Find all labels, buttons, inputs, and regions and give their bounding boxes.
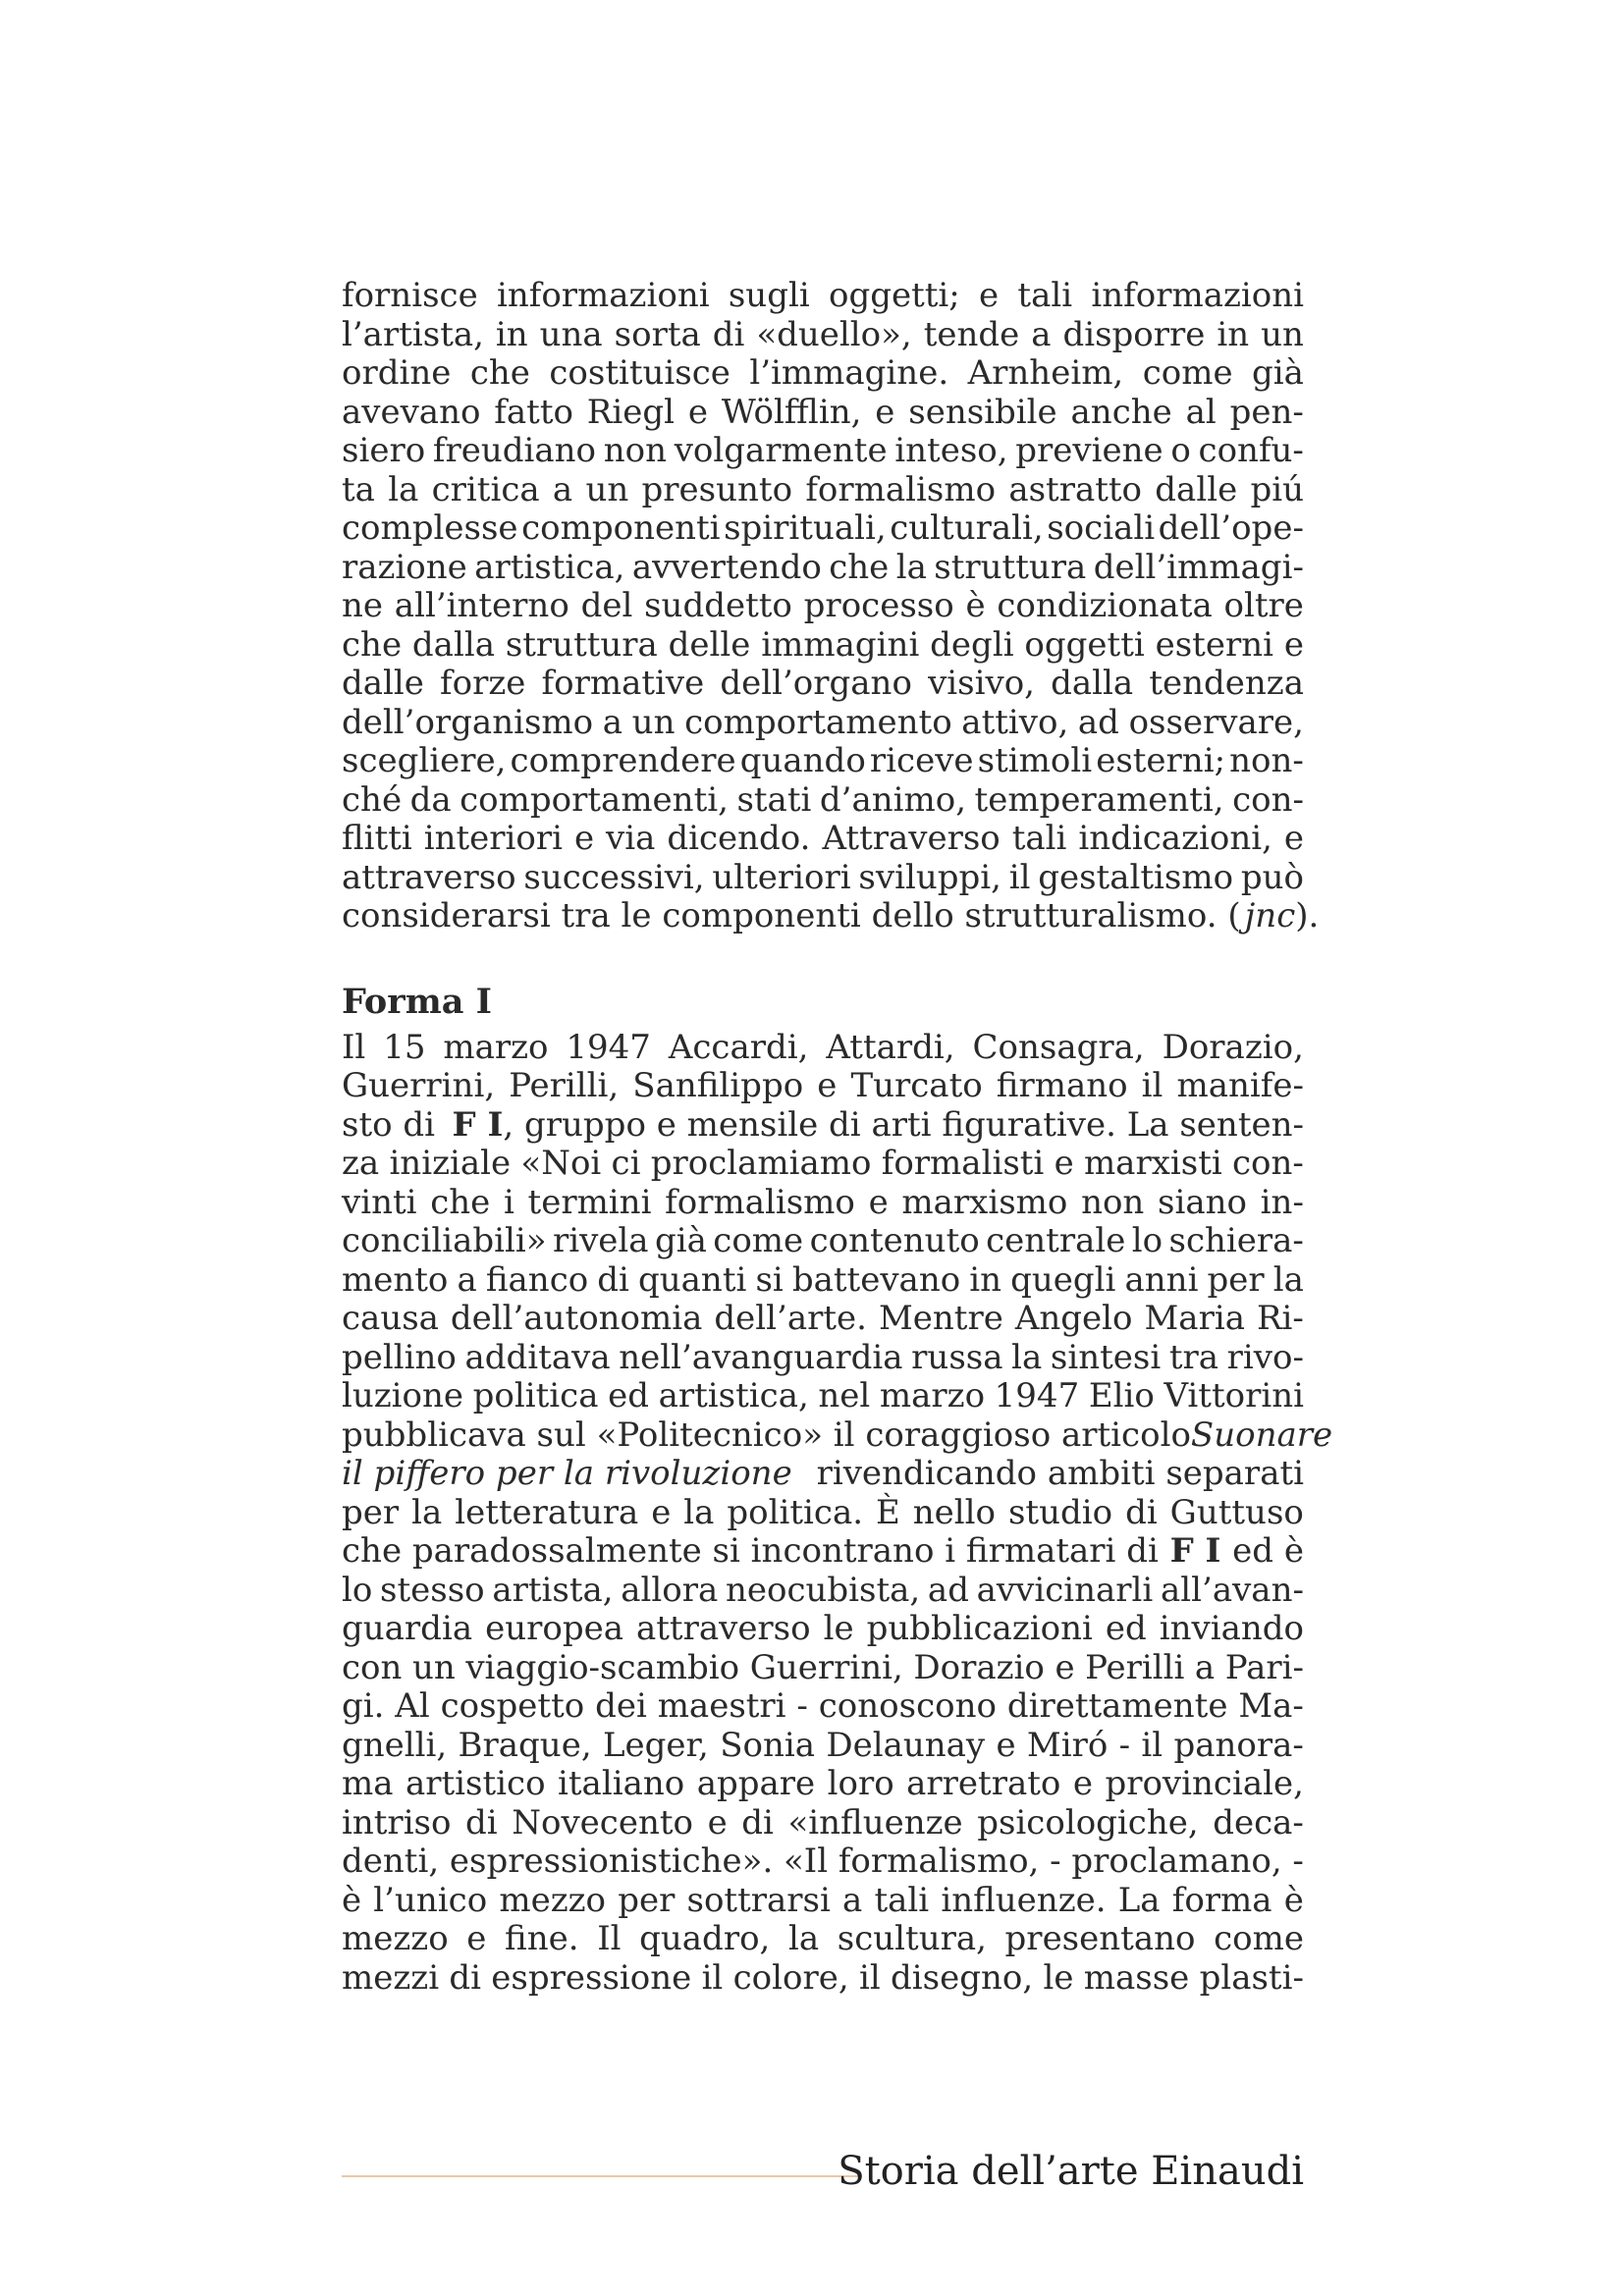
text-line	[342, 1106, 1304, 1146]
text-line: guardia europea attraverso le pubblicazioni ed inviando	[342, 1609, 1304, 1648]
text-fragment: rivendicando ambiti separati	[816, 1454, 1304, 1493]
text-line: za iniziale «Noi ci proclamiamo formalisti e marxisti con-	[342, 1144, 1304, 1183]
paragraph-forma-i	[342, 1027, 1333, 1999]
text-fragment: ed è	[1232, 1531, 1304, 1571]
text-line: l’artista, in una sorta di «duello», tende a disporre in un	[342, 314, 1304, 354]
text-line: luzione politica ed artistica, nel marzo 1947 Elio Vittorini	[342, 1376, 1304, 1415]
text-line: intriso di Novecento e di «influenze psicologiche, deca-	[342, 1802, 1304, 1842]
text-line: lo stesso artista, allora neocubista, ad avvicinarli all’avan-	[342, 1570, 1304, 1610]
text-line: gi. Al cospetto dei maestri - conoscono direttamente Ma-	[342, 1686, 1304, 1726]
text-line: avevano fatto Riegl e Wölfflin, e sensibile anche al pen-	[342, 392, 1304, 432]
text-line: con un viaggio-scambio Guerrini, Dorazio e Perilli a Pari-	[342, 1647, 1304, 1687]
text-line: attraverso successivi, ulteriori sviluppi, il gestaltismo può	[342, 857, 1304, 897]
text-line: flitti interiori e via dicendo. Attraverso tali indicazioni, e	[342, 819, 1304, 858]
text-line: Guerrini, Perilli, Sanfilippo e Turcato firmano il manife-	[342, 1066, 1304, 1105]
text-line: dell’organismo a un comportamento attivo, ad osservare,	[342, 702, 1304, 742]
text-line: mento a fianco di quanti si battevano in quegli anni per la	[342, 1259, 1304, 1300]
text-line: gnelli, Braque, Leger, Sonia Delaunay e Miró - il panora-	[342, 1725, 1304, 1765]
text-line: scegliere, comprendere quando riceve stimoli esterni; non-	[342, 741, 1304, 780]
page-footer	[342, 2146, 1304, 2205]
text-line: pellino additava nell’avanguardia russa la sintesi tra rivo-	[342, 1337, 1304, 1377]
text-line: complesse componenti spirituali, culturali, sociali dell’ope-	[342, 508, 1304, 548]
text-line: che dalla struttura delle immagini degli oggetti esterni e	[342, 624, 1304, 665]
text-line: per la letteratura e la politica. È nello studio di Guttuso	[342, 1492, 1304, 1532]
text-line: dalle forze formative dell’organo visivo, dalla tendenza	[342, 664, 1304, 703]
text-line: siero freudiano non volgarmente inteso, previene o confu-	[342, 431, 1304, 470]
text-line: ta la critica a un presunto formalismo astratto dalle piú	[342, 469, 1304, 509]
paragraph-spacer	[342, 936, 1304, 980]
text-line: denti, espressionistiche». «Il formalismo, - proclamano, -	[342, 1842, 1304, 1881]
text-line: ne all’interno del suddetto processo è condizionata oltre	[342, 586, 1304, 625]
group-name-bold: F I	[1169, 1531, 1221, 1571]
text-line: razione artistica, avvertendo che la struttura dell’immagi-	[342, 547, 1304, 587]
footer-title: Storia dell’arte Einaudi	[838, 2149, 1304, 2194]
text-fragment: , gruppo e mensile di arti figurative. La senten-	[503, 1104, 1304, 1145]
text-line: ché da comportamenti, stati d’animo, temperamenti, con-	[342, 779, 1304, 820]
group-name-bold: F I	[452, 1104, 504, 1145]
article-title-italic: il piffero per la rivoluzione	[342, 1454, 792, 1493]
text-block	[342, 276, 1333, 1998]
article-title-italic: Suonare	[1190, 1415, 1333, 1455]
text-line: conciliabili» rivela già come contenuto centrale lo schiera-	[342, 1221, 1304, 1260]
paragraph-gestaltism	[342, 276, 1320, 936]
text-line: ordine che costituisce l’immagine. Arnheim, come già	[342, 353, 1304, 393]
text-fragment: sto di	[342, 1104, 436, 1145]
section-heading: Forma I	[342, 981, 492, 1022]
text-line: Il 15 marzo 1947 Accardi, Attardi, Consagra, Dorazio,	[342, 1027, 1304, 1067]
author-initials: jnc	[1244, 896, 1296, 935]
text-line: è l’unico mezzo per sottrarsi a tali influenze. La forma è	[342, 1880, 1304, 1920]
text-line	[342, 1455, 1304, 1494]
text-line: ma artistico italiano appare loro arretrato e provinciale,	[342, 1764, 1304, 1803]
footer-rule	[342, 2175, 862, 2177]
text-line: fornisce informazioni sugli oggetti; e tali informazioni	[342, 276, 1304, 315]
text-line: vinti che i termini formalismo e marxismo non siano in-	[342, 1182, 1304, 1222]
text-fragment: che paradossalmente si incontrano i firmatari di	[342, 1531, 1159, 1571]
text-line	[342, 1415, 1333, 1456]
text-line: causa dell’autonomia dell’arte. Mentre Angelo Maria Ri-	[342, 1299, 1304, 1338]
text-fragment: ).	[1295, 896, 1320, 935]
text-line	[342, 896, 1320, 936]
text-line: mezzo e fine. Il quadro, la scultura, presentano come	[342, 1919, 1304, 1958]
text-line: mezzi di espressione il colore, il disegno, le masse plasti-	[342, 1957, 1304, 1998]
text-fragment: considerarsi tra le componenti dello strutturalismo. (	[342, 896, 1241, 935]
text-line	[342, 1532, 1304, 1572]
text-fragment: pubblicava sul «Politecnico» il coraggioso articolo	[342, 1415, 1191, 1455]
text-fragment	[453, 1106, 1305, 1146]
